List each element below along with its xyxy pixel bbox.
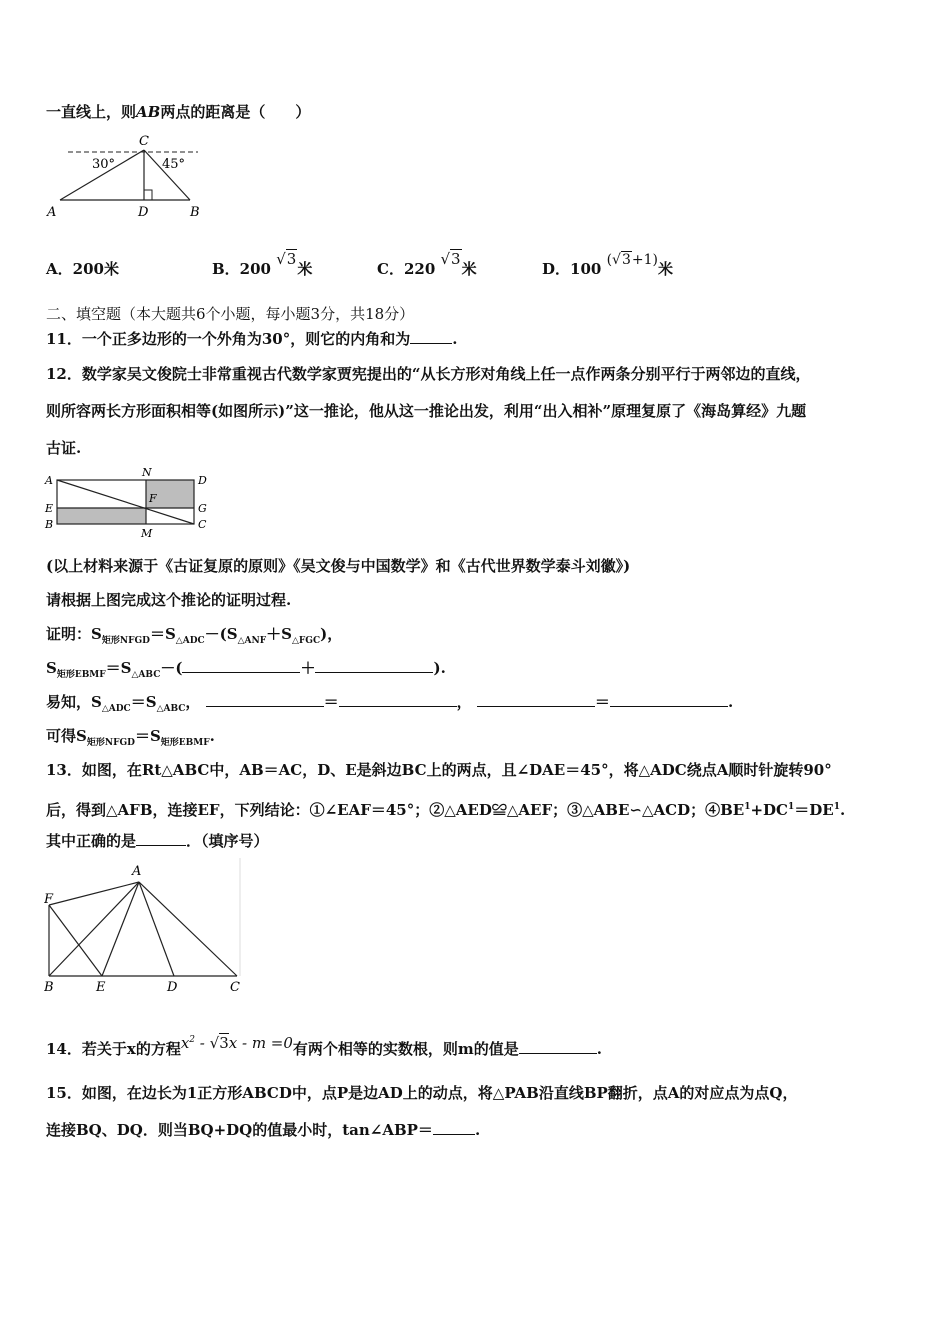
q12-figure: [44, 466, 214, 540]
q10-label-a: A: [47, 205, 57, 220]
q14: 14．若关于x的方程$x^2 - √3x - m =0$有两个相等的实数根，则m的值是 .: [46, 1034, 603, 1058]
q12-label-b: B: [45, 518, 54, 531]
answer-blank: [315, 658, 433, 673]
q10-figure: [44, 130, 214, 225]
q10-label-d: D: [138, 205, 149, 220]
section-heading: 二、填空题（本大题共6个小题，每小题3分，共18分）: [46, 305, 415, 323]
answer-blank: [519, 1039, 597, 1054]
q10-angle-30: 30°: [92, 157, 116, 172]
q10-option-c: C．220 √3米: [377, 250, 477, 278]
q13-label-a: A: [132, 864, 142, 879]
q13-label-d: D: [167, 980, 178, 995]
q13-line2: 后，得到△AFB，连接EF，下列结论：①∠EAF＝45°；②△AED≌△AEF；③△ABE∽△ACD；$④BE^1+DC^1=DE^1$.: [46, 801, 846, 819]
q12-proof-line2: $S_{矩形EBMF}=S_{\triangle ABC}-$( ＋ ).: [46, 659, 446, 680]
q12-line1: 12．数学家吴文俊院士非常重视古代数学家贾宪提出的“从长方形对角线上任一点作两条分别平行于两邻边的直线，: [46, 365, 811, 383]
q12-proof-line1: 证明：$S_{矩形NFGD}=S_{\triangle ADC}-(S_{\triangle ANF}+S_{\triangle FGC})$，: [46, 625, 343, 646]
q13-line1: 13．如图，在Rt△ABC中，AB＝AC，D、E是斜边BC上的两点，且∠DAE＝45°，将△ADC绕点A顺时针旋转90°: [46, 761, 832, 779]
q13-line3: 其中正确的是 ．（填序号）: [46, 832, 269, 850]
q12-line2: 则所容两长方形面积相等(如图所示)”这一推论，他从这一推论出发，利用“出入相补”原理复原了《海岛算经》九题: [46, 402, 807, 420]
q12-proof-line4: 可得$S_{矩形NFGD}=S_{矩形EBMF}$.: [46, 727, 215, 748]
answer-blank: [433, 1120, 475, 1135]
q13-label-b: B: [44, 980, 54, 995]
q10-stem: 一直线上，则AB两点的距离是（ ）: [46, 103, 311, 121]
q13-figure: [44, 858, 249, 998]
q12-proof-line3: 易知，$S_{\triangle ADC}=S_{\triangle ABC}$， ＝ ， ＝ .: [46, 693, 734, 714]
q13-label-e: E: [96, 980, 106, 995]
q10-option-a: A．200米: [46, 260, 119, 278]
q11: 11．一个正多边形的一个外角为30°，则它的内角和为 .: [46, 330, 458, 348]
answer-blank: [610, 692, 728, 707]
q13-label-c: C: [230, 980, 240, 995]
q10-option-b: B．200 √3米: [212, 250, 313, 278]
answer-blank: [136, 831, 186, 846]
q13-label-f: F: [44, 892, 54, 907]
q10-option-d: D．100 (√3+1)米: [542, 252, 673, 278]
answer-blank: [477, 692, 595, 707]
q14-equation: $x^2 - √3x - m =0$: [180, 1034, 293, 1052]
sqrt-symbol: √3: [440, 250, 461, 268]
q12-label-m: M: [141, 527, 153, 540]
q10-label-c: C: [139, 134, 149, 149]
q12-label-g: G: [198, 502, 207, 515]
q15-line2: 连接BQ、DQ．则当BQ+DQ的值最小时，tan∠ABP＝ .: [46, 1121, 481, 1139]
answer-blank: [182, 658, 300, 673]
q12-label-e: E: [45, 502, 54, 515]
q12-label-n: N: [142, 466, 152, 479]
sqrt-symbol: √3: [276, 250, 297, 268]
q12-label-a: A: [45, 474, 53, 487]
q10-angle-45: 45°: [162, 157, 186, 172]
q12-label-f: F: [149, 492, 157, 505]
q12-label-c: C: [198, 518, 207, 531]
q10-label-b: B: [190, 205, 200, 220]
answer-blank: [206, 692, 324, 707]
q15-line1: 15．如图，在边长为1正方形ABCD中，点P是边AD上的动点，将△PAB沿直线BP翻折，点A的对应点为点Q，: [46, 1084, 798, 1102]
answer-blank: [410, 329, 452, 344]
q12-line3: 古证.: [46, 439, 82, 457]
q12-label-d: D: [198, 474, 207, 487]
q12-ask: 请根据上图完成这个推论的证明过程.: [46, 591, 292, 609]
sqrt-expression: (√3+1): [606, 252, 658, 268]
q12-source: (以上材料来源于《古证复原的原则》《吴文俊与中国数学》和《古代世界数学泰斗刘徽》): [46, 557, 631, 575]
answer-blank: [339, 692, 457, 707]
